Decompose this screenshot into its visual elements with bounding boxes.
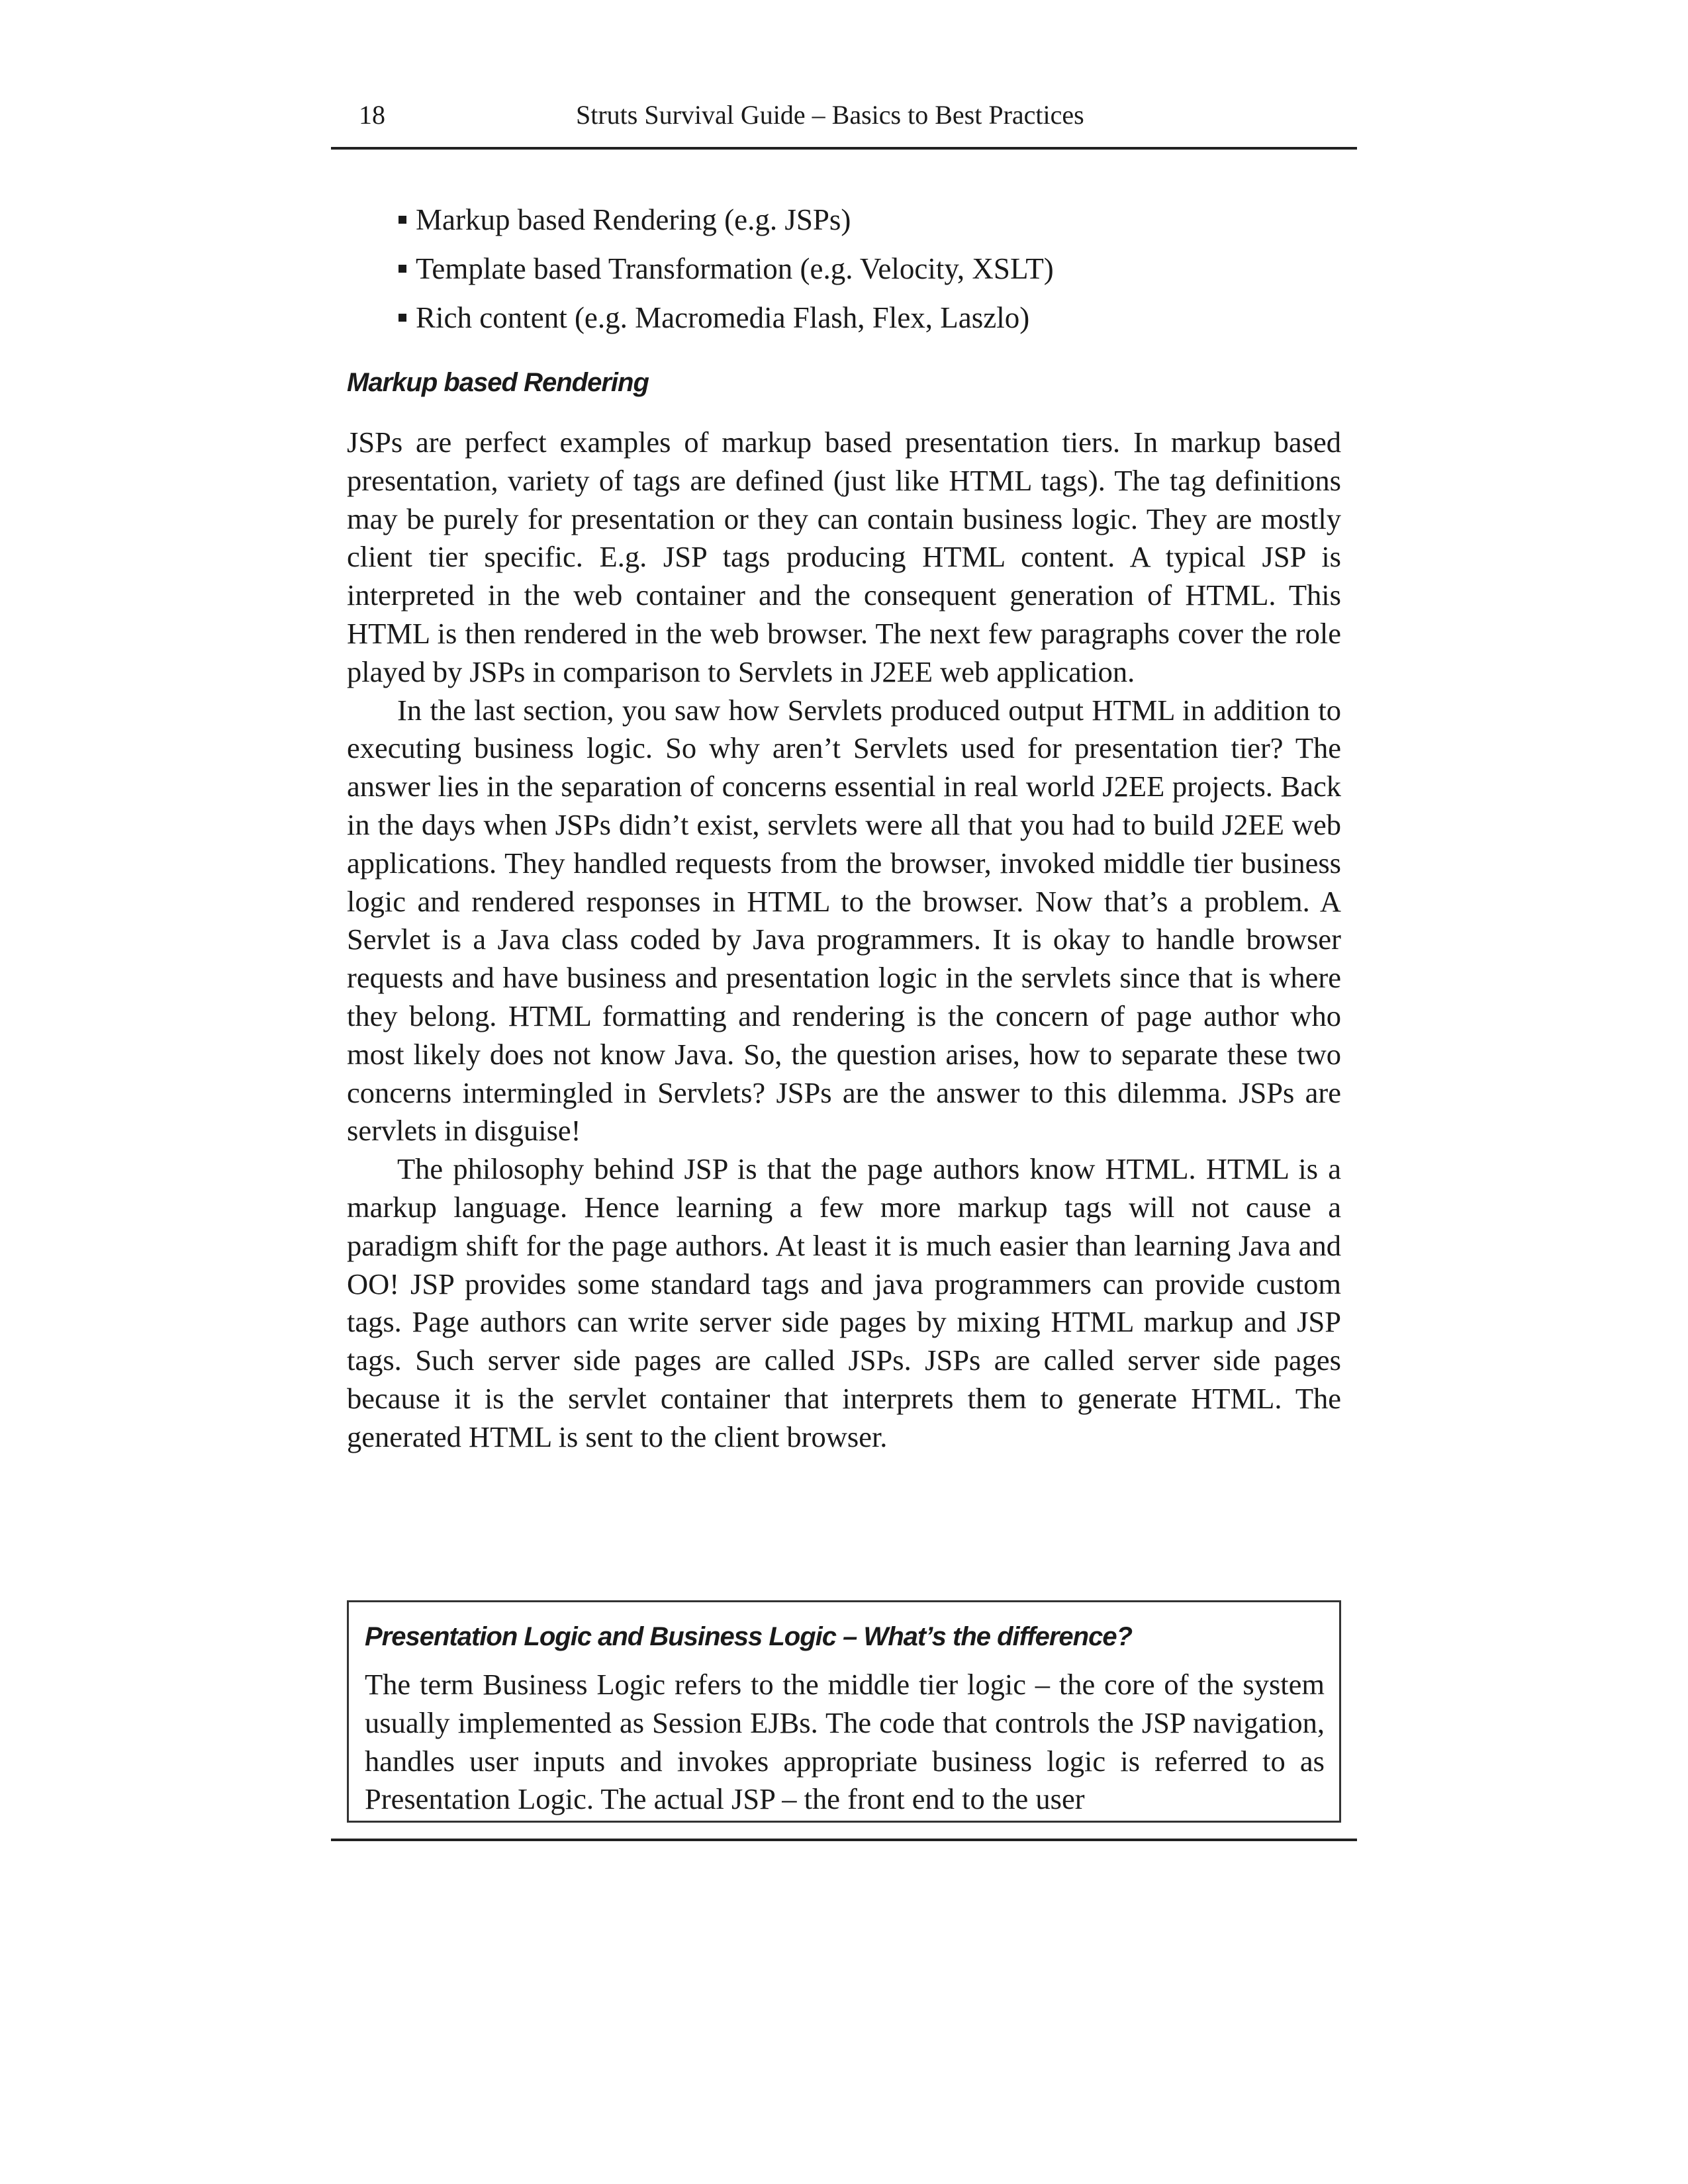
list-item xyxy=(396,199,1356,248)
sidebar-text: The term Business Logic refers to the middle tier logic – the core of the system usually implemented as Session EJBs. The code that controls the JSP navigation, handles user inputs and invokes appropriate business logic is referred to as Presentation Logic. The actual JSP – the front end to the user xyxy=(365,1668,1325,1816)
paragraph: JSPs are perfect examples of markup based presentation tiers. In markup based presentation, variety of tags are defined (just like HTML tags). The tag definitions may be purely for presentation or they can contain business logic. They are mostly client tier specific. E.g. JSP tags producing HTML content. A typical JSP is interpreted in the web container and the consequent generation of HTML. This HTML is then rendered in the web browser. The next few paragraphs cover the role played by JSPs in comparison to Servlets in J2EE web application. xyxy=(347,426,1341,688)
running-title: Struts Survival Guide – Basics to Best Practices xyxy=(576,100,1084,130)
paragraph: The philosophy behind JSP is that the page authors know HTML. HTML is a markup language. Hence learning a few more markup tags will not cause a paradigm shift for the page authors. At least it is much easier than learning Java and OO! JSP provides some standard tags and java programmers can provide custom tags. Page authors can write server side pages by mixing HTML markup and JSP tags. Such server side pages are called JSPs. JSPs are called server side pages because it is the servlet container that interprets them to generate HTML. The generated HTML is sent to the client browser. xyxy=(347,1152,1341,1453)
square-bullet-icon xyxy=(399,314,406,322)
body-text xyxy=(347,424,1341,1457)
square-bullet-icon xyxy=(399,216,406,224)
paragraph: In the last section, you saw how Servlets produced output HTML in addition to executing business logic. So why aren’t Servlets used for presentation tier? The answer lies in the separation of concerns essential in real world J2EE projects. Back in the days when JSPs didn’t exist, servlets were all that you had to build J2EE web applications. They handled requests from the browser, invoked middle tier business logic and rendered responses in HTML to the browser. Now that’s a problem. A Servlet is a Java class coded by Java programmers. It is okay to handle browser requests and have business and presentation logic in the servlets since that is where they belong. HTML formatting and rendering is the concern of page author who most likely does not know Java. So, the question arises, how to separate these two concerns intermingled in Servlets? JSPs are the answer to this dilemma. JSPs are servlets in disguise! xyxy=(347,693,1341,1148)
section-heading: Markup based Rendering xyxy=(347,368,649,397)
page-number: 18 xyxy=(359,100,385,130)
list-item xyxy=(396,248,1356,296)
bullet-list xyxy=(396,199,1356,345)
sidebar-title: Presentation Logic and Business Logic – What’s the difference? xyxy=(365,1622,1132,1651)
list-item xyxy=(396,296,1356,345)
list-item-text: Rich content (e.g. Macromedia Flash, Flex, Laszlo) xyxy=(416,301,1030,334)
page-header xyxy=(331,93,1357,150)
square-bullet-icon xyxy=(399,265,406,273)
list-item-text: Markup based Rendering (e.g. JSPs) xyxy=(416,203,851,236)
sidebar-box xyxy=(347,1600,1341,1823)
list-item-text: Template based Transformation (e.g. Velocity, XSLT) xyxy=(416,252,1054,285)
footer-rule xyxy=(331,1839,1357,1841)
